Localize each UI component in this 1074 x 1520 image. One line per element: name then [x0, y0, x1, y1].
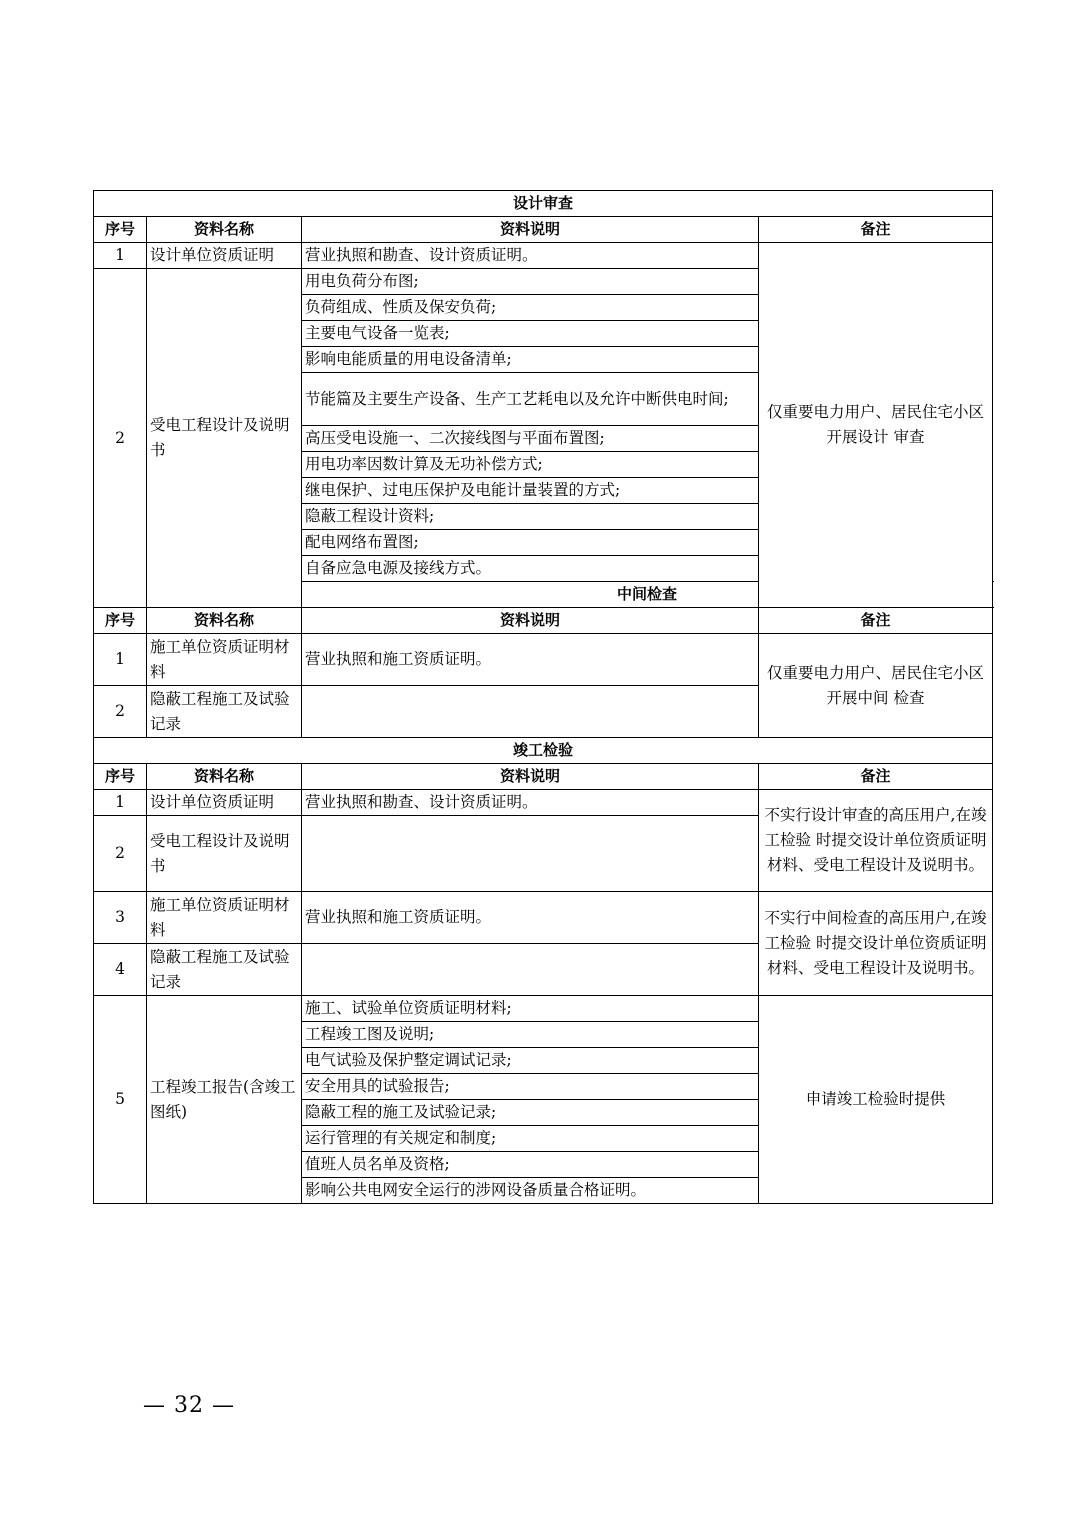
material-name: 施工单位资质证明材料 [147, 634, 302, 686]
material-description: 安全用具的试验报告; [302, 1074, 759, 1100]
material-description [302, 944, 759, 996]
material-description: 营业执照和勘查、设计资质证明。 [302, 790, 759, 816]
material-description: 电气试验及保护整定调试记录; [302, 1048, 759, 1074]
material-description: 施工、试验单位资质证明材料; [302, 996, 759, 1022]
row-number: 4 [94, 944, 147, 996]
header-no: 序号 [94, 217, 147, 243]
page-number: — 32 — [143, 1393, 235, 1418]
header-name: 资料名称 [147, 217, 302, 243]
header-no: 序号 [94, 764, 147, 790]
material-name: 隐蔽工程施工及试验记录 [147, 686, 302, 738]
material-description: 影响公共电网安全运行的涉网设备质量合格证明。 [302, 1178, 759, 1204]
remark: 不实行设计审查的高压用户,在竣工检验 时提交设计单位资质证明材料、受电工程设计及说明书。 [759, 790, 993, 892]
section-title-design: 设计审查 [94, 191, 993, 217]
material-description: 配电网络布置图; [302, 530, 759, 556]
material-description: 值班人员名单及资格; [302, 1152, 759, 1178]
row-number: 1 [94, 790, 147, 816]
section-title-middle: 中间检查 [302, 582, 993, 608]
row-number: 2 [94, 686, 147, 738]
material-name: 工程竣工报告(含竣工图纸) [147, 996, 302, 1204]
material-name: 施工单位资质证明材料 [147, 892, 302, 944]
material-name: 设计单位资质证明 [147, 790, 302, 816]
material-description: 负荷组成、性质及保安负荷; [302, 295, 759, 321]
row-number: 1 [94, 634, 147, 686]
header-name: 资料名称 [147, 764, 302, 790]
header-no: 序号 [94, 608, 147, 634]
material-description: 影响电能质量的用电设备清单; [302, 347, 759, 373]
header-note: 备注 [759, 608, 993, 634]
material-description [302, 686, 759, 738]
material-description: 高压受电设施一、二次接线图与平面布置图; [302, 426, 759, 452]
header-desc: 资料说明 [302, 764, 759, 790]
material-description: 营业执照和施工资质证明。 [302, 634, 759, 686]
row-number: 2 [94, 269, 147, 608]
material-description [302, 816, 759, 892]
row-number: 1 [94, 243, 147, 269]
material-description: 运行管理的有关规定和制度; [302, 1126, 759, 1152]
materials-table [93, 190, 993, 1204]
material-description: 用电负荷分布图; [302, 269, 759, 295]
material-description: 工程竣工图及说明; [302, 1022, 759, 1048]
material-description: 自备应急电源及接线方式。 [302, 556, 759, 582]
material-description: 用电功率因数计算及无功补偿方式; [302, 452, 759, 478]
material-name: 受电工程设计及说明书 [147, 816, 302, 892]
row-number: 3 [94, 892, 147, 944]
header-note: 备注 [759, 764, 993, 790]
material-description: 隐蔽工程设计资料; [302, 504, 759, 530]
material-name: 受电工程设计及说明书 [147, 269, 302, 608]
material-name: 设计单位资质证明 [147, 243, 302, 269]
header-name: 资料名称 [147, 608, 302, 634]
row-number: 2 [94, 816, 147, 892]
row-number: 5 [94, 996, 147, 1204]
material-description: 营业执照和勘查、设计资质证明。 [302, 243, 759, 269]
material-description: 隐蔽工程的施工及试验记录; [302, 1100, 759, 1126]
header-desc: 资料说明 [302, 217, 759, 243]
remark: 仅重要电力用户、居民住宅小区开展中间 检查 [759, 634, 993, 738]
material-description: 主要电气设备一览表; [302, 321, 759, 347]
material-description: 节能篇及主要生产设备、生产工艺耗电以及允许中断供电时间; [302, 373, 759, 426]
material-description: 继电保护、过电压保护及电能计量装置的方式; [302, 478, 759, 504]
header-desc: 资料说明 [302, 608, 759, 634]
remark: 仅重要电力用户、居民住宅小区开展设计 审查 [759, 243, 993, 608]
section-title-final: 竣工检验 [94, 738, 993, 764]
header-note: 备注 [759, 217, 993, 243]
material-name: 隐蔽工程施工及试验记录 [147, 944, 302, 996]
remark: 申请竣工检验时提供 [759, 996, 993, 1204]
remark: 不实行中间检查的高压用户,在竣工检验 时提交设计单位资质证明材料、受电工程设计及说明书。 [759, 892, 993, 996]
material-description: 营业执照和施工资质证明。 [302, 892, 759, 944]
